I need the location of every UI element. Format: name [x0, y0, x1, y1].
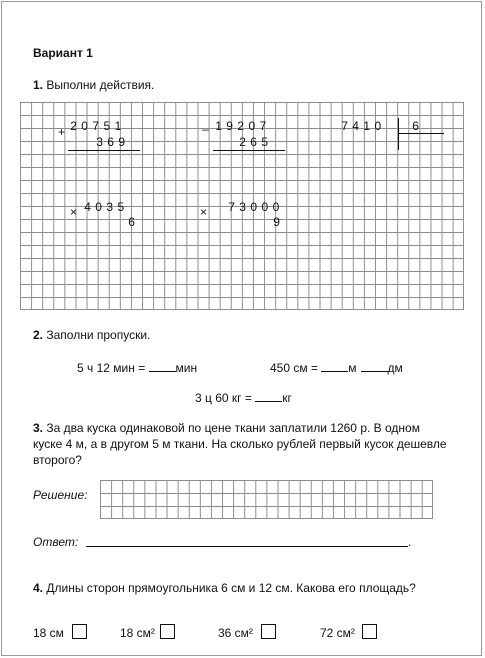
- option-checkbox-4[interactable]: [362, 624, 377, 639]
- task4-text: Длины сторон прямоугольника 6 см и 12 см. Какова его площадь?: [46, 581, 416, 595]
- task3-line1: 3. За два куска одинаковой по цене ткани заплатили 1260 р. В одном: [33, 421, 420, 435]
- mult2-bottom-number: 9: [273, 215, 280, 229]
- subtraction-bottom-number: 2 6 5: [239, 135, 269, 149]
- addition-sign: +: [58, 125, 66, 139]
- mult2-top-number: 7 3 0 0 0: [228, 200, 280, 214]
- subtraction-top-number: 1 9 2 0 7: [215, 119, 267, 133]
- addition-result-line: [68, 150, 140, 151]
- task4-number: 4.: [33, 581, 44, 595]
- addition-bottom-number: 3 6 9: [96, 135, 126, 149]
- mult1-top-number: 4 0 3 5: [84, 200, 125, 214]
- task2-line1-left: 5 ч 12 мин = мин: [77, 361, 198, 375]
- solution-grid[interactable]: [100, 480, 433, 519]
- variant-title: Вариант 1: [33, 46, 93, 60]
- division-divisor: 6: [412, 119, 419, 133]
- mult2-sign: ×: [200, 205, 208, 219]
- mult1-bottom-number: 6: [128, 215, 135, 229]
- task2-line2: 3 ц 60 кг = кг: [195, 391, 292, 405]
- task1-number: 1.: [33, 78, 44, 92]
- option-checkbox-1[interactable]: [72, 624, 87, 639]
- option-label-1: 18 см: [33, 626, 64, 640]
- task3-number: 3.: [33, 421, 44, 435]
- division-dividend: 7 4 1 0: [341, 119, 382, 133]
- task3-line2: куске 4 м, а в другом 5 м ткани. На сколько рублей первый кусок дешевле: [33, 437, 447, 451]
- task4-heading: [33, 581, 416, 595]
- option-label-2: 18 см²: [120, 626, 155, 640]
- task2-number: 2.: [33, 328, 44, 342]
- task2-text: Заполни пропуски.: [46, 328, 151, 342]
- mult1-sign: ×: [70, 205, 78, 219]
- answer-line[interactable]: [86, 546, 408, 547]
- option-label-3: 36 см²: [218, 626, 253, 640]
- answer-period: .: [408, 535, 412, 549]
- option-checkbox-2[interactable]: [160, 624, 175, 639]
- task1-heading: [33, 78, 154, 92]
- blank-meters[interactable]: [321, 359, 348, 372]
- blank-minutes[interactable]: [149, 359, 176, 372]
- division-vertical-line: [398, 118, 399, 150]
- solution-label: Решение:: [33, 488, 88, 502]
- option-checkbox-3[interactable]: [261, 624, 276, 639]
- blank-decimeters[interactable]: [361, 359, 388, 372]
- task3-line3: второго?: [33, 453, 82, 467]
- blank-kilograms[interactable]: [255, 389, 282, 402]
- subtraction-sign: –: [202, 122, 209, 136]
- option-label-4: 72 см²: [320, 626, 355, 640]
- answer-label: Ответ:: [33, 535, 79, 549]
- task2-line1-right: 450 см = м дм: [270, 361, 403, 375]
- division-horizontal-line: [398, 133, 444, 134]
- subtraction-result-line: [213, 150, 285, 151]
- task2-heading: [33, 328, 150, 342]
- addition-top-number: 2 0 7 5 1: [70, 119, 122, 133]
- task1-text: Выполни действия.: [46, 78, 155, 92]
